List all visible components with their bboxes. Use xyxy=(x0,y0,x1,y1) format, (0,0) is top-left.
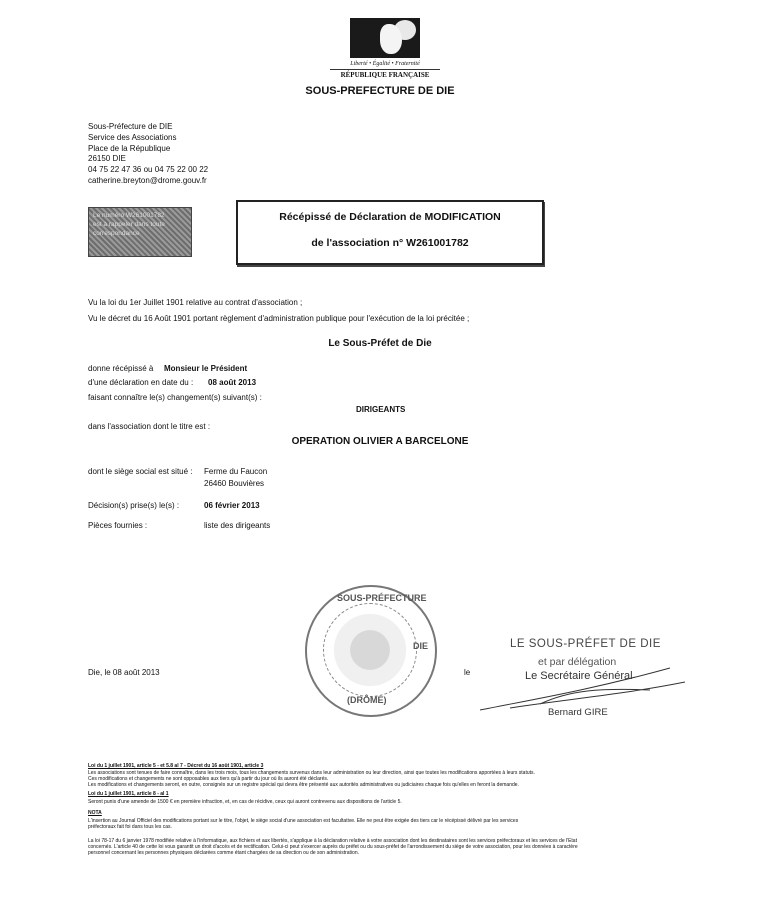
place-date: Die, le 08 août 2013 xyxy=(88,668,160,677)
preamble-decree: Vu le décret du 16 Août 1901 portant règlement d'administration publique pour l'exécution de la loi précitée ; xyxy=(88,314,470,323)
decision-date: 06 février 2013 xyxy=(204,501,260,510)
marianne-logo-icon xyxy=(350,18,420,58)
changes-value: DIRIGEANTS xyxy=(356,405,406,414)
association-name: OPERATION OLIVIER A BARCELONE xyxy=(291,436,469,447)
footer-ref1: Loi du 1 juillet 1901, article 5 - et 5.8 al 7 - Décret du 16 août 1901, article 3 xyxy=(88,763,264,769)
footer-text: Les associations sont tenues de faire connaître, dans les trois mois, tous les changements survenus dans leur administration ou leur direction, ainsi que toutes les modifications apportées à leurs statuts. xyxy=(88,770,535,776)
signatory-name: Bernard GIRE xyxy=(548,707,608,718)
decision-label: Décision(s) prise(s) le(s) : xyxy=(88,501,180,510)
footer-ref2: Loi du 1 juillet 1901, article 8 - al 1 xyxy=(88,791,169,797)
sender-line: Place de la République xyxy=(88,143,171,153)
declaration-date: 08 août 2013 xyxy=(208,378,257,387)
sender-line: 26150 DIE xyxy=(88,154,126,164)
republic-label: RÉPUBLIQUE FRANÇAISE xyxy=(330,69,440,79)
seat-line1: Ferme du Faucon xyxy=(204,467,268,476)
reference-line: correspondance xyxy=(93,230,140,237)
sender-phone: 04 75 22 47 36 ou 04 75 22 00 22 xyxy=(88,165,209,175)
footer-text: personnel concernant les personnes physiques déclarées comme étant chargées de sa direction ou de son administration. xyxy=(88,850,359,856)
signatory-stamp-title: LE SOUS-PRÉFET DE DIE xyxy=(510,638,661,650)
authority: Le Sous-Préfet de Die xyxy=(328,338,432,349)
footer-text: Ces modifications et changements ne sont opposables aux tiers qu'à partir du jour où ils auront été déclarés. xyxy=(88,776,329,782)
receipt-label: donne récépissé à xyxy=(88,364,154,373)
sender-address xyxy=(88,122,208,187)
motto: Liberté • Égalité • Fraternité xyxy=(350,61,420,67)
documents-label: Pièces fournies : xyxy=(88,521,148,530)
association-label: dans l'association dont le titre est : xyxy=(88,422,211,431)
receipt-title-box xyxy=(236,200,544,265)
changes-label: faisant connaître le(s) changement(s) suivant(s) : xyxy=(88,393,262,402)
association-number: de l'association n° W261001782 xyxy=(311,237,469,249)
receipt-title: Récépissé de Déclaration de MODIFICATION xyxy=(279,211,501,223)
prefecture-title: SOUS-PREFECTURE DE DIE xyxy=(305,85,455,97)
seal-bottom-text: (DRÔME) xyxy=(347,695,387,705)
republic-logo xyxy=(330,18,440,79)
documents-value: liste des dirigeants xyxy=(204,521,271,530)
seat-line2: 26460 Bouvières xyxy=(204,479,265,488)
reference-stamp xyxy=(88,207,192,257)
sender-email: catherine.breyton@drome.gouv.fr xyxy=(88,175,207,185)
footer-note-label: NOTA xyxy=(88,810,102,816)
le-word: le xyxy=(464,668,471,677)
footer-text: concernés. L'article 40 de cette loi vous garantit un droit d'accès et de rectification. Celui-ci peut s'exercer auprès du préfet ou du sous-préfet de l'arrondissement du siège de votre association, pour les données à caractère xyxy=(88,844,578,850)
official-seal xyxy=(305,585,437,717)
sender-line: Sous-Préfecture de DIE xyxy=(88,122,173,131)
seal-top-text: SOUS-PRÉFECTURE xyxy=(337,593,427,603)
receipt-value: Monsieur le Président xyxy=(164,364,248,373)
footer-text: préfectoraux fait foi dans tous les cas. xyxy=(88,824,172,830)
reference-line: est à rappeler dans toute xyxy=(93,221,165,228)
declaration-label: d'une déclaration en date du : xyxy=(88,378,194,387)
sender-line: Service des Associations xyxy=(88,132,177,142)
footer-text: La loi 78-17 du 6 janvier 1978 modifiée relative à l'informatique, aux fichiers et aux libertés, s'applique à la déclaration relative à votre association dont les destinataires sont les services préfectoraux et les services de l'Etat xyxy=(88,838,577,844)
footer-text: L'insertion au Journal Officiel des modifications portant sur le titre, l'objet, le siège social d'une association est facultative. Elle ne peut être exigée des tiers car le récépissé délivré par les services xyxy=(88,818,519,824)
seal-emblem-icon xyxy=(323,603,417,697)
footer-text: Les modifications et changements seront, en outre, consignés sur un registre spécial qui devra être présenté aux autorités administratives ou judiciaires chaque fois qu'elles en feront la demande. xyxy=(88,782,519,788)
seal-side-text: DIE xyxy=(413,641,429,651)
reference-line: Le numéro W261001782 xyxy=(93,212,165,219)
footer-text: Seront punis d'une amende de 1500 € en première infraction, et, en cas de récidive, ceux qui auront contrevenu aux dispositions de l'article 5. xyxy=(88,799,402,805)
signatory-role: Le Secrétaire Général xyxy=(525,670,633,682)
signatory-delegation: et par délégation xyxy=(538,656,617,668)
preamble-law: Vu la loi du 1er Juillet 1901 relative au contrat d'association ; xyxy=(88,298,303,307)
seat-label: dont le siège social est situé : xyxy=(88,467,193,476)
